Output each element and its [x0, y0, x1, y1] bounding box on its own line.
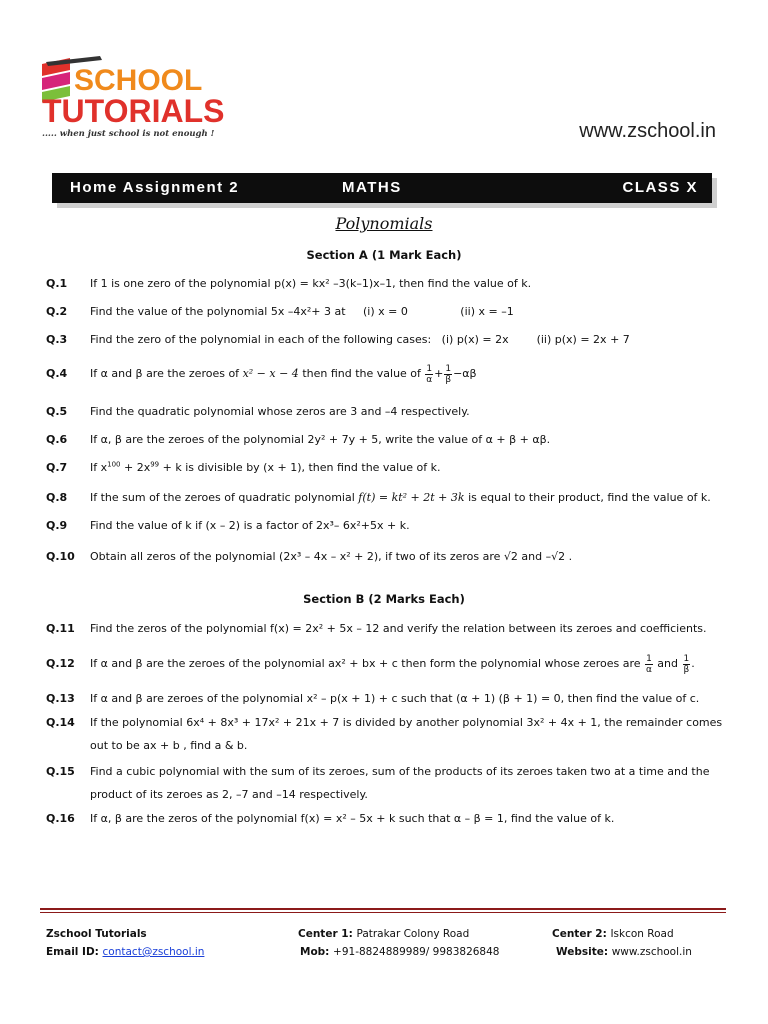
question-number: Q.13: [46, 692, 75, 705]
question-9: [46, 514, 726, 537]
assignment-label: Home Assignment 2: [70, 179, 240, 196]
question-number: Q.4: [46, 367, 68, 380]
question-text: If α and β are zeroes of the polynomial x² – p(x + 1) + c such that (α + 1) (β + 1) = 0, then find the value of c.: [90, 692, 700, 705]
footer-org: Zschool Tutorials: [46, 928, 147, 940]
question-text: + k is divisible by (x + 1), then find the value of k.: [159, 461, 441, 474]
logo-tutorials-text: TUTORIALS: [42, 93, 225, 129]
question-number: Q.16: [46, 812, 75, 825]
footer-mobile: [300, 946, 499, 958]
class-label: CLASS X: [622, 179, 698, 196]
question-number: Q.8: [46, 491, 68, 504]
question-text: Find the value of the polynomial 5x –4x²+ 3 at (i) x = 0 (ii) x = –1: [90, 305, 514, 318]
fraction-one-over-alpha: $\frac{1}{\alpha}$: [645, 653, 652, 675]
question-number: Q.7: [46, 461, 68, 474]
question-text: If α, β are the zeros of the polynomial f(x) = x² – 5x + k such that α – β = 1, find the value of k.: [90, 812, 615, 825]
question-number: Q.9: [46, 519, 68, 532]
question-text: If α and β are the zeroes of the polynomial ax² + bx + c then form the polynomial whose zeroes are: [90, 657, 641, 670]
question-number: Q.14: [46, 716, 75, 729]
question-text: If the polynomial 6x⁴ + 8x³ + 17x² + 21x + 7 is divided by another polynomial 3x² + 4x + 1, the remainder comes out to be ax + b , find a & b.: [90, 716, 723, 752]
question-number: Q.5: [46, 405, 68, 418]
question-1: [46, 272, 726, 295]
question-text: If the sum of the zeroes of quadratic polynomial: [90, 491, 355, 504]
question-text: Find the zero of the polynomial in each of the following cases: (i) p(x) = 2x (ii) p(x) = 2x + 7: [90, 333, 630, 346]
question-8: [46, 486, 726, 509]
fraction-one-over-alpha: $\frac{1}{\alpha}$: [426, 363, 433, 385]
mob-label: Mob:: [300, 946, 330, 958]
question-3: [46, 328, 726, 351]
center2-label: Center 2:: [552, 928, 607, 940]
question-4: [46, 362, 726, 385]
question-number: Q.12: [46, 657, 75, 670]
question-10: [46, 545, 726, 568]
footer-website: [556, 946, 692, 958]
logo-graphic: [40, 56, 280, 140]
logo-tagline: ..... when just school is not enough !: [42, 129, 215, 139]
question-text: If 1 is one zero of the polynomial p(x) = kx² –3(k–1)x–1, then find the value of k.: [90, 277, 532, 290]
question-13: [46, 687, 726, 710]
polynomial-expression: x² − x − 4: [242, 367, 299, 380]
footer-center1: [298, 928, 469, 940]
section-b-heading: Section B (2 Marks Each): [303, 592, 465, 606]
mob-value: +91-8824889989/ 9983826848: [333, 946, 500, 958]
section-a-heading: Section A (1 Mark Each): [306, 248, 462, 262]
question-5: [46, 400, 726, 423]
center1-label: Center 1:: [298, 928, 353, 940]
question-number: Q.10: [46, 550, 75, 563]
question-number: Q.1: [46, 277, 68, 290]
question-text: then find the value of: [302, 367, 421, 380]
exponent: 99: [150, 460, 160, 469]
exponent: 100: [107, 460, 121, 469]
expression-tail: −αβ: [453, 367, 477, 380]
question-text: is equal to their product, find the value of k.: [468, 491, 711, 504]
fraction-one-over-beta: $\frac{1}{\beta}$: [683, 653, 690, 675]
question-11: [46, 617, 726, 640]
footer-center2: [552, 928, 674, 940]
question-number: Q.11: [46, 622, 75, 635]
website-value[interactable]: www.zschool.in: [611, 946, 692, 958]
period: .: [691, 657, 695, 670]
school-tutorials-logo: [40, 56, 280, 140]
question-text: + 2x: [120, 461, 151, 474]
question-number: Q.2: [46, 305, 68, 318]
fraction-one-over-beta: $\frac{1}{\beta}$: [445, 363, 452, 385]
question-text: Obtain all zeros of the polynomial (2x³ – 4x – x² + 2), if two of its zeros are √2 and –√2 .: [90, 550, 573, 563]
question-text: If x: [90, 461, 108, 474]
question-text: Find the zeros of the polynomial f(x) = 2x² + 5x – 12 and verify the relation between its zeroes and coefficients.: [90, 622, 707, 635]
question-number: Q.15: [46, 765, 75, 778]
question-14: [46, 711, 726, 757]
assignment-banner: [52, 173, 712, 203]
question-text: Find the quadratic polynomial whose zeros are 3 and –4 respectively.: [90, 405, 470, 418]
email-label: Email ID:: [46, 946, 99, 958]
question-2: [46, 300, 726, 323]
page-title: Polynomials: [335, 214, 433, 233]
polynomial-expression: f(t) = kt² + 2t + 3k: [358, 491, 465, 504]
question-text: Find the value of k if (x – 2) is a factor of 2x³– 6x²+5x + k.: [90, 519, 410, 532]
question-text: If α, β are the zeroes of the polynomial 2y² + 7y + 5, write the value of α + β + αβ.: [90, 433, 551, 446]
question-number: Q.3: [46, 333, 68, 346]
question-text: Find a cubic polynomial with the sum of its zeroes, sum of the products of its zeroes taken two at a time and the product of its zeroes as 2, –7 and –14 respectively.: [90, 765, 710, 801]
email-link[interactable]: contact@zschool.in: [102, 946, 205, 958]
subject-label: MATHS: [342, 179, 402, 196]
plus-sign: +: [434, 367, 444, 380]
question-6: [46, 428, 726, 451]
website-label: Website:: [556, 946, 609, 958]
center1-value: Patrakar Colony Road: [356, 928, 470, 940]
logo-school-text: SCHOOL: [74, 64, 203, 97]
footer-divider: [40, 908, 726, 910]
question-number: Q.6: [46, 433, 68, 446]
site-url: www.zschool.in: [579, 120, 716, 142]
footer-divider: [40, 912, 726, 913]
footer-email: [46, 946, 204, 958]
question-16: [46, 807, 726, 830]
question-text: If α and β are the zeroes of: [90, 367, 240, 380]
question-12: [46, 652, 726, 675]
question-7: [46, 456, 726, 479]
conjunction-and: and: [657, 657, 678, 670]
question-15: [46, 760, 726, 806]
center2-value: Iskcon Road: [610, 928, 674, 940]
